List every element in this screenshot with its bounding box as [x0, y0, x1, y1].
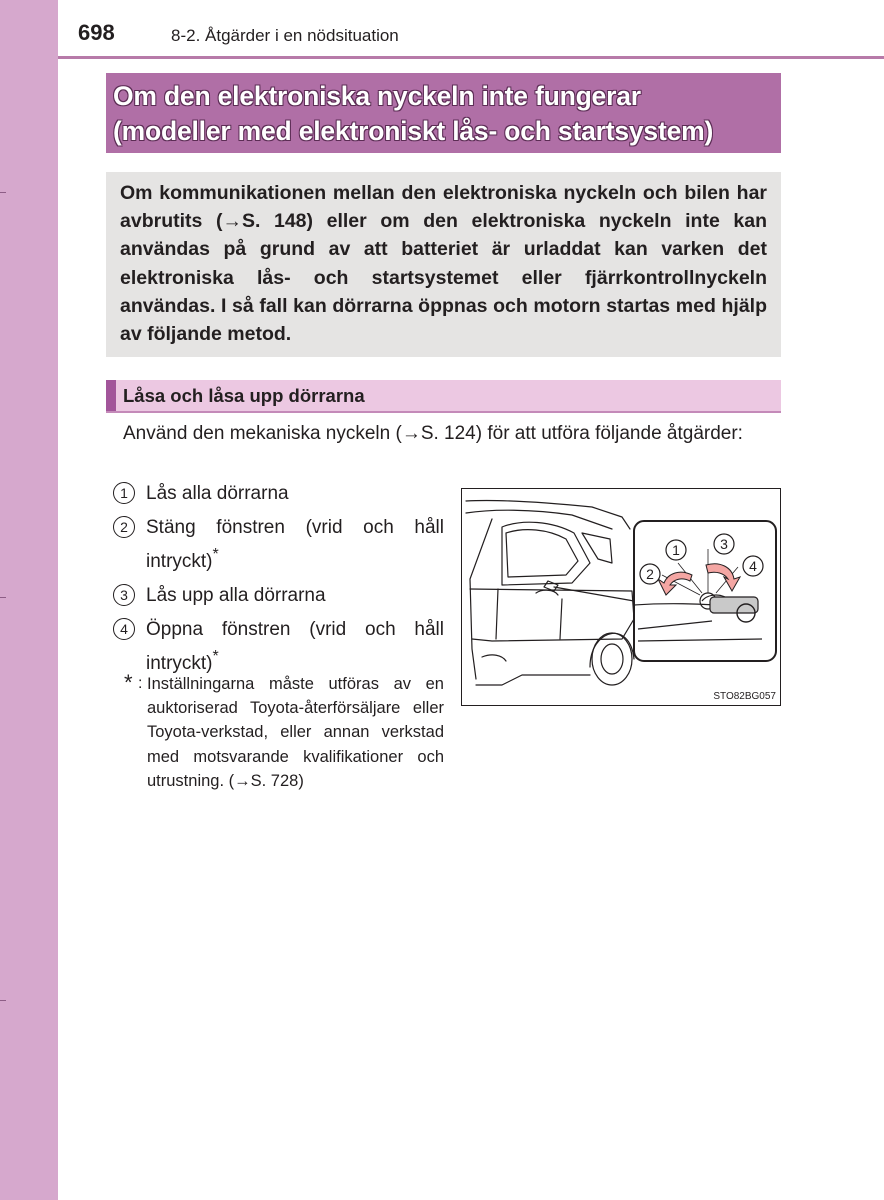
step-item [113, 582, 444, 609]
callout-3: 3 [720, 536, 728, 552]
step-item [113, 616, 444, 677]
step-item [113, 480, 444, 507]
car-door-drawing [462, 489, 780, 705]
footnote-star: * [212, 546, 219, 563]
chapter-side-tab [0, 0, 58, 1200]
step-text: Öppna fönstren (vrid och håll [146, 619, 444, 640]
header-divider [58, 56, 884, 59]
footnote-marker: * [124, 670, 133, 695]
footnote-text: Inställningarna måste utföras av en auktoriserad Toyota-återförsäljare eller Toyota-verkstad, eller annan verkstad med motsvarande kvalifikationer och utrustning. (→S. 728) [147, 675, 444, 790]
callout-4: 4 [749, 558, 757, 574]
step-number: 2 [113, 516, 135, 538]
callout-1: 1 [672, 542, 680, 558]
figure-code: STO82BG057 [713, 691, 776, 702]
step-text-cont: intryckt) [146, 551, 213, 572]
page-number: 698 [78, 20, 115, 45]
step-number: 4 [113, 618, 135, 640]
page-title-line2: (modeller med elektroniskt lås- och startsystem) [113, 116, 714, 146]
tab-tick [0, 1000, 6, 1001]
step-text: Stäng fönstren (vrid och håll [146, 517, 444, 538]
subheading-bar [106, 380, 781, 413]
page-title-box [106, 73, 781, 153]
tab-tick [0, 597, 6, 598]
footnote-star: * [212, 648, 219, 665]
footnote: * : Inställningarna måste utföras av en auktoriserad Toyota-återförsäljare eller Toyota-verkstad, eller annan verkstad med motsvarande kvalifikationer och utrustning. (→S. 728) [124, 672, 444, 793]
step-text: Lås upp alla dörrarna [146, 585, 326, 606]
intro-box [106, 172, 781, 357]
door-lock-illustration [461, 488, 781, 706]
subheading-label: Låsa och låsa upp dörrarna [123, 385, 365, 406]
step-text-cont: intryckt) [146, 653, 213, 674]
callout-2: 2 [646, 566, 654, 582]
step-text: Lås alla dörrarna [146, 483, 289, 504]
tab-tick [0, 192, 6, 193]
intro-text: Om kommunikationen mellan den elektroniska nyckeln och bilen har avbrutits (→S. 148) eller om den elektroniska nyckeln inte kan användas på grund av att batteriet är urladdat kan varken det elektroniska lås- och startsystemet eller fjärrkontrollnyckeln användas. I så fall kan dörrarna öppnas och motorn startas med hjälp av följande metod. [120, 182, 767, 346]
section-title: 8-2. Åtgärder i en nödsituation [171, 26, 399, 45]
step-item [113, 514, 444, 575]
step-number: 3 [113, 584, 135, 606]
step-number: 1 [113, 482, 135, 504]
steps-list [113, 480, 444, 684]
subheading-accent [106, 380, 116, 411]
body-paragraph: Använd den mekaniska nyckeln (→S. 124) för att utföra följande åtgärder: [123, 423, 743, 444]
page-title-line1: Om den elektroniska nyckeln inte fungerar [113, 81, 641, 111]
